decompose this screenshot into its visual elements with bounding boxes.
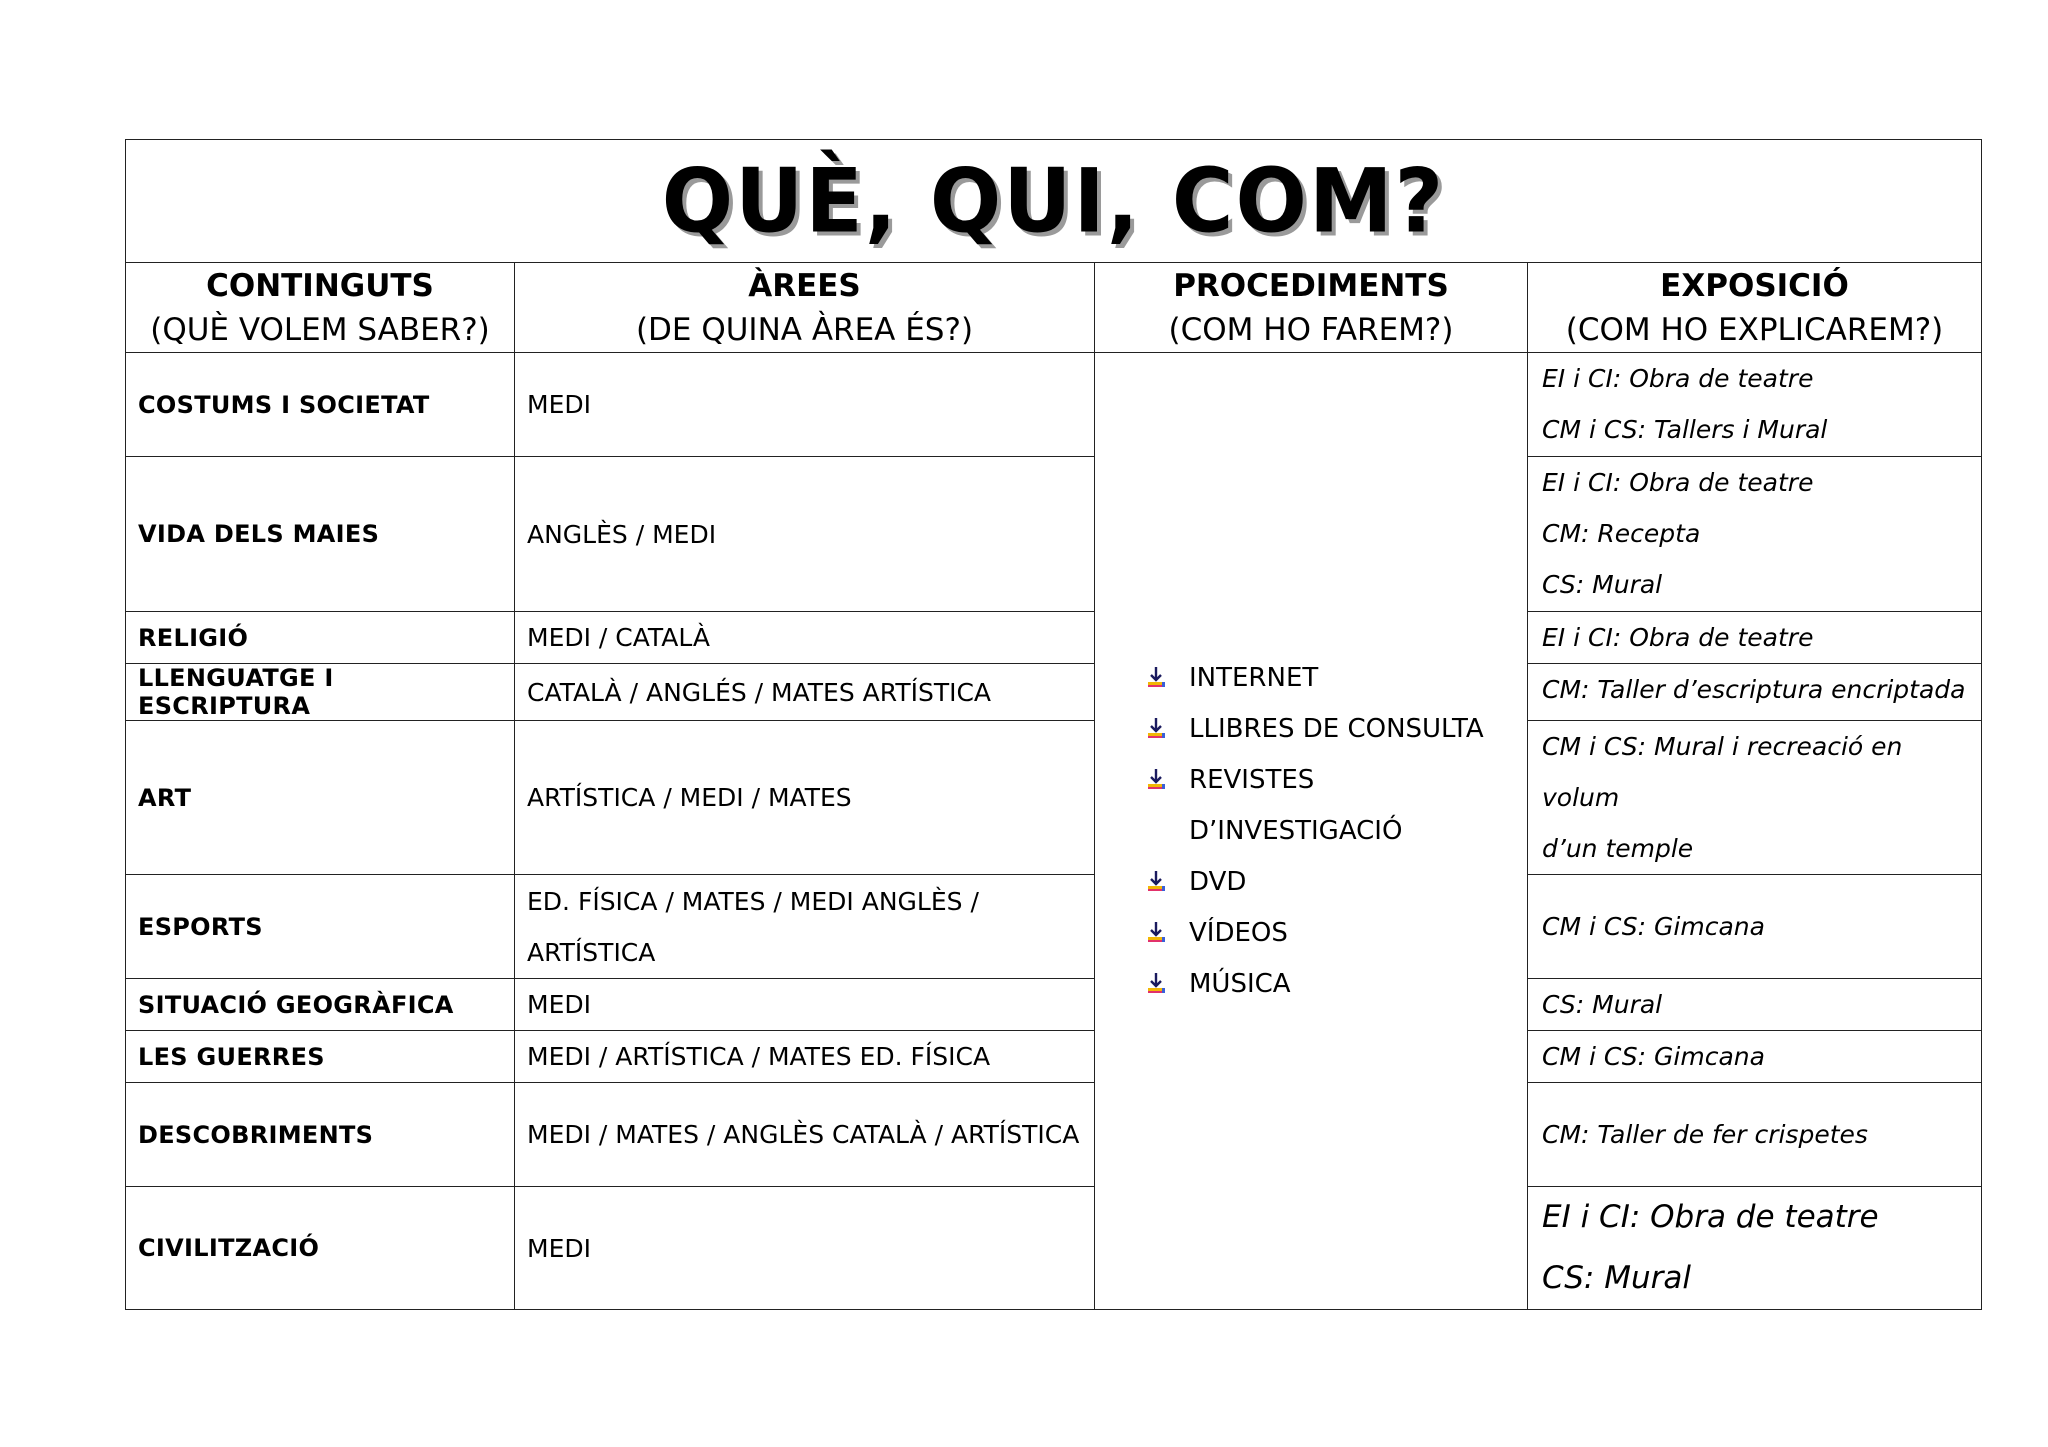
list-item — [1145, 704, 1527, 755]
exposicio-line: CM i CS: Mural i recreació en volum — [1542, 732, 1903, 812]
exposicio-line: CM: Recepta — [1542, 519, 1701, 548]
header-main: ÀREES — [748, 267, 861, 304]
table-row — [126, 1187, 1982, 1310]
exposicio-line: EI i CI: Obra de teatre — [1542, 623, 1814, 652]
content-cell: ART — [126, 721, 515, 875]
header-arees — [515, 263, 1095, 353]
header-main: EXPOSICIÓ — [1660, 267, 1849, 304]
list-item — [1145, 857, 1527, 908]
header-sub: (COM HO EXPLICAREM?) — [1565, 311, 1944, 348]
procediments-list — [1145, 653, 1527, 1010]
exposicio-cell — [1528, 457, 1982, 612]
exposicio-cell — [1528, 612, 1982, 664]
arrow-down-bullet-icon — [1145, 768, 1167, 790]
arrow-down-bullet-icon — [1145, 921, 1167, 943]
content-cell: DESCOBRIMENTS — [126, 1083, 515, 1187]
exposicio-line: CM: Taller de fer crispetes — [1542, 1120, 1868, 1149]
procediment-label: DVD — [1189, 866, 1247, 897]
exposicio-cell — [1528, 1083, 1982, 1187]
exposicio-cell — [1528, 1031, 1982, 1083]
procediment-label: MÚSICA — [1189, 968, 1291, 999]
area-cell: ARTÍSTICA / MEDI / MATES — [515, 721, 1095, 875]
exposicio-cell — [1528, 979, 1982, 1031]
exposicio-line: d’un temple — [1542, 834, 1694, 863]
area-cell: MEDI / CATALÀ — [515, 612, 1095, 664]
table-row — [126, 353, 1982, 457]
content-cell: RELIGIÓ — [126, 612, 515, 664]
header-procediments — [1095, 263, 1528, 353]
exposicio-cell — [1528, 721, 1982, 875]
exposicio-line: CS: Mural — [1542, 990, 1663, 1019]
area-cell: ED. FÍSICA / MATES / MEDI ANGLÈS / ARTÍSTICA — [515, 875, 1095, 979]
content-cell: LES GUERRES — [126, 1031, 515, 1083]
arrow-down-bullet-icon — [1145, 666, 1167, 688]
procediment-label: REVISTES D’INVESTIGACIÓ — [1189, 764, 1403, 846]
table-row — [126, 721, 1982, 875]
table-row — [126, 979, 1982, 1031]
table-row — [126, 457, 1982, 612]
page-title: QUÈ, QUI, COM? — [661, 149, 1446, 253]
content-cell: COSTUMS I SOCIETAT — [126, 353, 515, 457]
header-sub: (DE QUINA ÀREA ÉS?) — [635, 311, 974, 348]
area-cell: CATALÀ / ANGLÉS / MATES ARTÍSTICA — [515, 664, 1095, 721]
exposicio-line: CS: Mural — [1542, 570, 1663, 599]
area-cell: MEDI — [515, 979, 1095, 1031]
header-exposicio — [1528, 263, 1982, 353]
content-cell: VIDA DELS MAIES — [126, 457, 515, 612]
exposicio-line: CM: Taller d’escriptura encriptada — [1542, 675, 1966, 704]
exposicio-cell — [1528, 664, 1982, 721]
exposicio-cell — [1528, 875, 1982, 979]
list-item — [1145, 908, 1527, 959]
exposicio-line: EI i CI: Obra de teatre — [1542, 1199, 1879, 1235]
table-row — [126, 875, 1982, 979]
header-sub: (QUÈ VOLEM SABER?) — [150, 311, 490, 348]
content-cell: CIVILITZACIÓ — [126, 1187, 515, 1310]
exposicio-line: CM i CS: Gimcana — [1542, 1042, 1765, 1071]
list-item — [1145, 653, 1527, 704]
exposicio-line: CS: Mural — [1542, 1260, 1691, 1296]
area-cell: MEDI — [515, 1187, 1095, 1310]
table-row — [126, 612, 1982, 664]
header-main: PROCEDIMENTS — [1173, 267, 1449, 304]
arrow-down-bullet-icon — [1145, 717, 1167, 739]
header-main: CONTINGUTS — [206, 267, 434, 304]
area-cell: ANGLÈS / MEDI — [515, 457, 1095, 612]
procediment-label: VÍDEOS — [1189, 917, 1288, 948]
content-cell: SITUACIÓ GEOGRÀFICA — [126, 979, 515, 1031]
table-row — [126, 1083, 1982, 1187]
area-cell: MEDI — [515, 353, 1095, 457]
content-cell: LLENGUATGE I ESCRIPTURA — [126, 664, 515, 721]
procediment-label: LLIBRES DE CONSULTA — [1189, 713, 1484, 744]
exposicio-line: EI i CI: Obra de teatre — [1542, 364, 1814, 393]
content-cell: ESPORTS — [126, 875, 515, 979]
area-cell: MEDI / ARTÍSTICA / MATES ED. FÍSICA — [515, 1031, 1095, 1083]
exposicio-line: CM i CS: Tallers i Mural — [1542, 415, 1828, 444]
header-sub: (COM HO FAREM?) — [1168, 311, 1454, 348]
procediment-label: INTERNET — [1189, 662, 1319, 693]
table-row — [126, 1031, 1982, 1083]
exposicio-line: EI i CI: Obra de teatre — [1542, 468, 1814, 497]
area-cell: MEDI / MATES / ANGLÈS CATALÀ / ARTÍSTICA — [515, 1083, 1095, 1187]
table-row — [126, 664, 1982, 721]
exposicio-cell — [1528, 353, 1982, 457]
arrow-down-bullet-icon — [1145, 870, 1167, 892]
arrow-down-bullet-icon — [1145, 972, 1167, 994]
header-continguts — [126, 263, 515, 353]
procediments-cell — [1095, 353, 1528, 1310]
list-item — [1145, 959, 1527, 1010]
planning-table — [125, 139, 1982, 1310]
exposicio-cell — [1528, 1187, 1982, 1310]
exposicio-line: CM i CS: Gimcana — [1542, 912, 1765, 941]
list-item — [1145, 755, 1527, 857]
title-cell — [126, 140, 1982, 263]
